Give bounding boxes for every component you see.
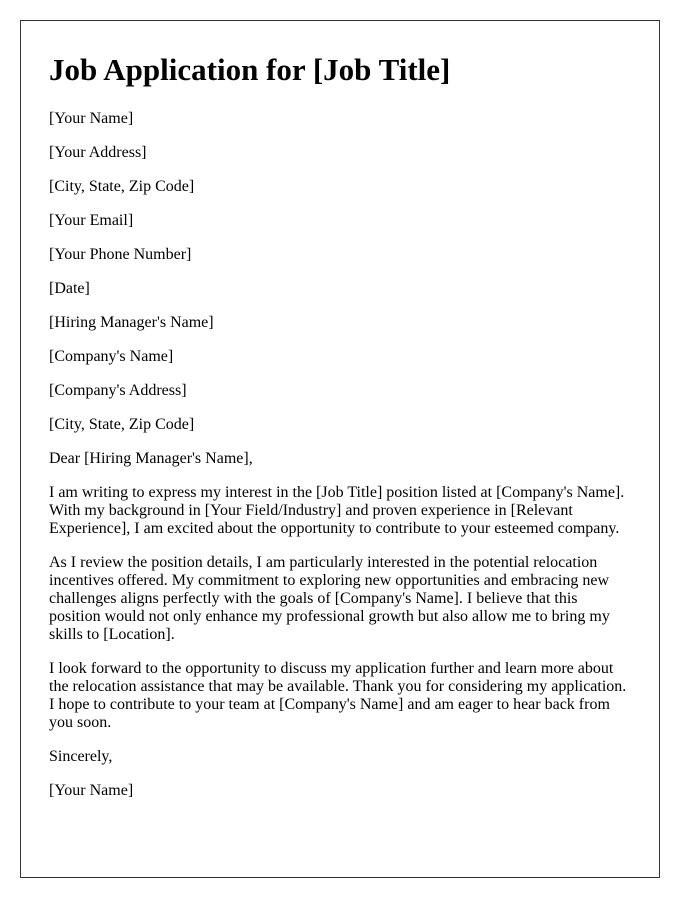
recipient-name: [Hiring Manager's Name] [49, 314, 214, 331]
sender-city-state-zip: [City, State, Zip Code] [49, 178, 195, 195]
letter-page [20, 20, 660, 878]
letter-date: [Date] [49, 280, 90, 297]
letter-title: Job Application for [Job Title] [49, 52, 451, 87]
recipient-address: [Company's Address] [49, 382, 187, 399]
salutation: Dear [Hiring Manager's Name], [49, 450, 253, 467]
signature: [Your Name] [49, 782, 134, 799]
body-paragraph-1: I am writing to express my interest in the [Job Title] position listed at [Company's Name]. With my background in [Your Field/Industry] and proven experience in [Relevant Experience], I am excited about the opportunity to contribute to your esteemed company. [49, 484, 625, 537]
body-paragraph-2: As I review the position details, I am particularly interested in the potential relocation incentives offered. My commitment to exploring new opportunities and embracing new challenges aligns perfectly with the goals of [Company's Name]. I believe that this position would not only enhance my professional growth but also allow me to bring my skills to [Location]. [49, 554, 610, 643]
sender-email: [Your Email] [49, 212, 134, 229]
closing: Sincerely, [49, 748, 113, 765]
body-paragraph-3: I look forward to the opportunity to discuss my application further and learn more about the relocation assistance that may be available. Thank you for considering my application. I hope to contribute to your team at [Company's Name] and am eager to hear back from you soon. [49, 660, 627, 731]
recipient-company: [Company's Name] [49, 348, 174, 365]
recipient-city-state-zip: [City, State, Zip Code] [49, 416, 195, 433]
sender-phone: [Your Phone Number] [49, 246, 192, 263]
sender-name: [Your Name] [49, 110, 134, 127]
sender-address: [Your Address] [49, 144, 147, 161]
